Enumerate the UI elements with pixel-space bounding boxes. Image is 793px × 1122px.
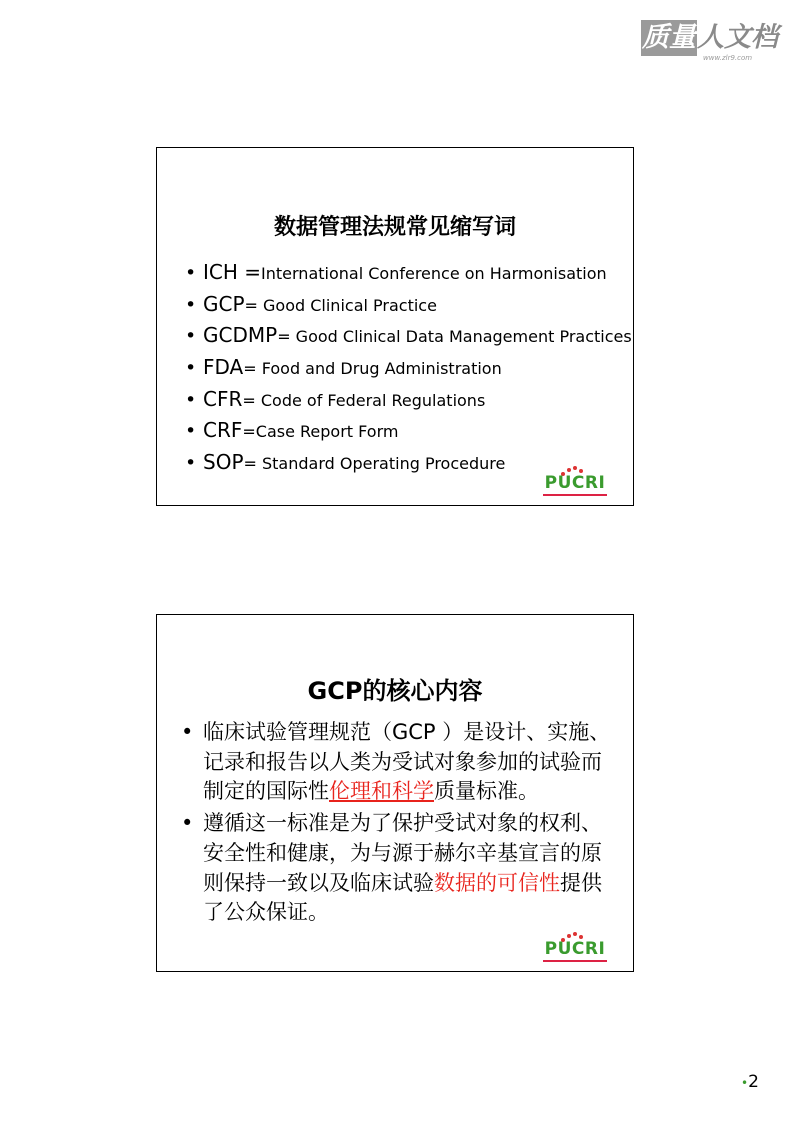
list-item: • 临床试验管理规范（GCP ）是设计、实施、记录和报告以人类为受试对象参加的试验而制定的国际性伦理和科学质量标准。 [181, 720, 611, 804]
abbr-term: GCDMP [203, 323, 278, 348]
abbr-definition: =Case Report Form [242, 422, 399, 442]
paragraph2-highlight: 数据的可信性 [434, 870, 560, 895]
abbr-definition: = Food and Drug Administration [243, 359, 502, 379]
abbr-term: CFR [203, 386, 243, 411]
watermark-logo [641, 20, 783, 64]
abbr-definition: International Conference on Harmonisation [261, 264, 607, 283]
watermark-part1: 质量 [641, 20, 697, 56]
slide1-title: 数据管理法规常见缩写词 [273, 215, 516, 240]
slide-abbreviations [156, 147, 634, 506]
abbreviation-list [185, 260, 632, 482]
list-item: • ICH = International Conference on Harmonisation [185, 260, 607, 284]
list-item: • GCP = Good Clinical Practice [185, 291, 437, 316]
watermark-part2: 人文档 [697, 22, 778, 53]
abbr-definition: = Good Clinical Practice [244, 295, 437, 315]
abbr-term: CRF [203, 418, 243, 443]
abbr-definition: = Good Clinical Data Management Practices [277, 327, 632, 347]
pucri-logo [541, 468, 609, 496]
paragraph2-end: 提供了公众保证。 [203, 870, 602, 925]
abbr-definition: = Standard Operating Procedure [243, 454, 506, 474]
abbr-term: FDA [203, 355, 244, 380]
list-item: • CRF =Case Report Form [185, 418, 399, 443]
page-number [741, 1072, 759, 1092]
list-item: • CFR = Code of Federal Regulations [185, 386, 486, 411]
paragraph2-text: 遵循这一标准是为了保护受试对象的权利、安全性和健康，为与源于赫尔辛基宣言的原则保持一致以及临床试验 [203, 811, 602, 895]
gcp-paragraph-list [179, 718, 619, 930]
abbr-term: GCP [203, 291, 245, 316]
paragraph1-highlight: 伦理和科学 [329, 779, 434, 804]
list-item: • GCDMP = Good Clinical Data Management Practices [185, 323, 632, 348]
slide-gcp-core [156, 614, 634, 972]
watermark-text [641, 20, 783, 56]
list-item: • 遵循这一标准是为了保护受试对象的权利、安全性和健康，为与源于赫尔辛基宣言的原则保持一致以及临床试验数据的可信性提供了公众保证。 [181, 811, 602, 925]
watermark-url: www.zlr9.com [703, 54, 753, 62]
paragraph1-text: 临床试验管理规范（GCP ）是设计、实施、记录和报告以人类为受试对象参加的试验而制定的国际性 [203, 720, 611, 804]
abbr-term: ICH = [203, 260, 262, 284]
page-number-value: 2 [748, 1072, 759, 1092]
list-item: • SOP = Standard Operating Procedure [185, 450, 506, 475]
list-item: • FDA = Food and Drug Administration [185, 355, 502, 380]
pucri-logo [541, 934, 609, 962]
abbr-term: SOP [203, 450, 244, 475]
abbr-definition: = Code of Federal Regulations [242, 390, 486, 410]
slide2-title: GCP的核心内容 [307, 677, 483, 705]
logo-text: PUCRI [544, 473, 606, 493]
page-bullet: • [741, 1076, 749, 1090]
logo-text: PUCRI [544, 939, 606, 959]
paragraph1-end: 质量标准。 [434, 779, 539, 804]
